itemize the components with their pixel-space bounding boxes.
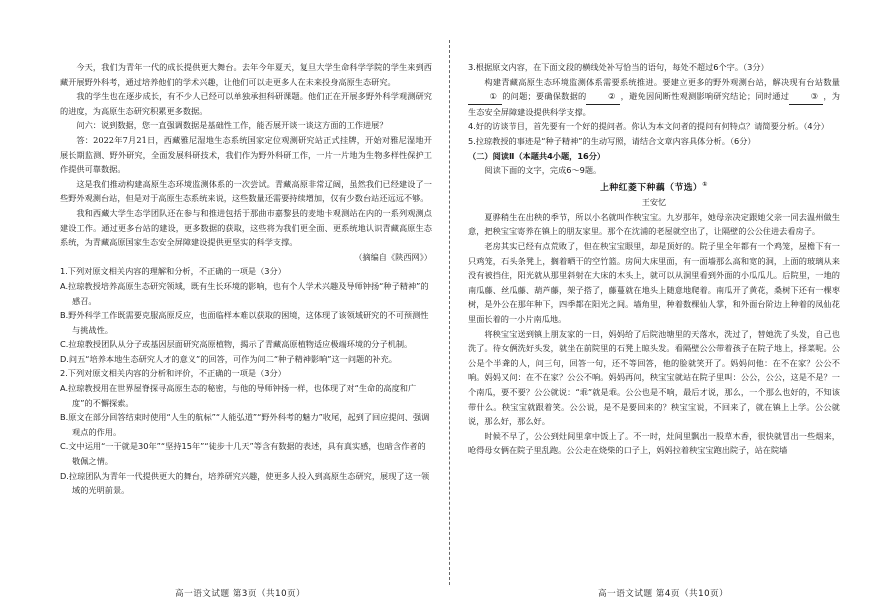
q2-option-c: C.文中运用“一干就是30年”“坚持15年”“徒步十几天”等含有数据的表述，具有真实感，也暗含作者的敬佩之情。 [60,441,426,467]
q2-option-a: A.拉琼教授用在世界屋脊探寻高原生态的秘密，与他的导师钟扬一样，也体现了对“生命的高度和广度”的不懈探索。 [60,383,417,408]
reading-instruction: 阅读下面的文字，完成6～9题。 [484,165,602,176]
question-3-stem: 3.根据原文内容，在下面文段的横线处补写恰当的语句，每处不超过6个字。（3分） [468,62,769,72]
story-paragraph: 夏骅稍生在出秧的季节，所以小名就叫作秧宝宝。九岁那年，她母亲决定跟她父亲一同去温州做生意，把秧宝宝寄养在镇上的朋友家里。那个在沈浦的老屋就空出了，让隔壁的公公住进去看房子。 [468,211,840,237]
q3-text: ，为生态安全屏障建设提供科学支撑。 [468,91,840,117]
q3-text: 的问题；要确保数据的 [502,91,587,102]
page-footer-left: 高一语文试题 第3页（共10页） [175,589,306,599]
article-author: 王安忆 [641,197,667,208]
q1-option-c: C.拉琼教授团队从分子或基因层面研究高原植物，揭示了青藏高原植物适应极端环境的分子机制。 [60,339,413,350]
article-footnote-mark: ① [702,180,708,188]
q3-blank-2[interactable]: ② [586,89,620,105]
question-3-body [468,75,840,120]
article-title-text: 上种红菱下种藕（节选） [600,182,703,193]
left-paragraph: 今天，我们为青年一代的成长提供更大舞台。去年今年夏天，复旦大学生命科学学院的学生来到西藏开展野外科考，通过培养他们的学术兴趣，让他们可以走更多人在未来投身高原生态研究。 [60,62,432,87]
left-paragraph: 我的学生也在逐步成长，有不少人已经可以单独承担科研课题。他们正在开展多野外科学观测研究的进度，为高原生态研究积累更多数据。 [60,91,432,116]
q3-text: ，避免因间断性观测影响研究结论；同时通过 [620,91,790,102]
right-page [468,60,840,458]
question-4: 4.好的访谈节目，首先要有一个好的提问者。你认为本文问者的提问有何特点？请简要分析。（4分） [468,121,829,132]
left-paragraph: 问六：说到数据，您一直强调数据是基础性工作，能否展开谈一谈这方面的工作进展？ [76,120,388,131]
story-paragraph: 老房其实已经有点荒败了，但在秧宝宝眼里，却是顶好的。院子里全年都有一个鸡笼，屋檐下有一只鸡笼，石头条凳上，搁着晒干的空竹篮。房间大床里面，有一面墙那么高和宽的洞，上面的玻璃从来没有被挡住，阳光就从那里斜射在大床的木头上，就可以从洞里看到外面的小瓜瓜儿。后院里，一地的南瓜藤、丝瓜藤、葫芦藤，架子搭了，藤蔓就在地头上随意地爬着。南瓜开了黄花，桑树下还有一棵枣树，是外公在那年种下，四季都在阳光之间。墙角里，种着数棵仙人掌，和外面台阶边上种着的凤仙花里面长着的一小片南瓜地。 [468,241,840,325]
q3-text: 构建青藏高原生态环境监测体系需要系统推进。要建立更多的野外观测台站，解决现有台站数量 [484,76,840,87]
article-source: （摘编自《陕西网》） [354,251,432,262]
q3-blank-1[interactable]: ① [468,89,502,105]
q1-option-b: B.野外科学工作既需要克服高原反应，也面临样本难以获取的困境，这体现了该领域研究的不可预测性与挑战性。 [60,310,429,335]
q1-option-d: D.问五“培养本地生态研究人才的意义”的回答，可作为问二“种子精神影响”这一问题的补充。 [60,353,397,364]
page-divider [449,40,450,585]
question-1-stem: 1.下列对原文相关内容的理解和分析，不正确的一项是（3分） [60,266,286,277]
left-paragraph: 我和西藏大学生态学团队还在参与和推进包括于那曲市嘉黎县的麦地卡观测站在内的一系列观测点建设工作。通过更多台站的建设，更多数据的获取，这些将为我们更全面、更系统地认识青藏高原生态系统，为青藏高原国家生态安全屏障建设提供更坚实的科学支撑。 [60,207,432,248]
question-2-stem: 2.下列对原文相关内容的分析和评价，不正确的一项是（3分） [60,368,286,379]
q1-option-a: A.拉琼教授培养高原生态研究领域，既有生长环境的影响，也有个人学术兴趣及导师钟扬“种子精神”的感召。 [60,280,429,306]
q3-blank-3[interactable]: ③ [789,89,823,105]
article-title [468,178,840,196]
question-5: 5.拉琼教授的事迹是“种子精神”的生动写照，请结合文章内容具体分析。（6分） [468,135,756,146]
page-footer-right: 高一语文试题 第4页（共10页） [598,589,729,599]
left-paragraph: 这是我们推动构建高原生态环境监测体系的一次尝试。青藏高原非常辽阔，虽然我们已经建设了一些野外观测台站，但是对于高原生态系统来说，这些数量还需要持续增加，仅有少数台站还远远不够。 [60,178,432,204]
section-title: （二）阅读Ⅱ（本题共4小题，16分） [468,150,606,161]
q2-option-d: D.拉琼团队为青年一代提供更大的舞台，培养研究兴趣，使更多人投入到高原生态研究，展现了这一领域的光明前景。 [60,470,430,496]
left-page [60,60,432,498]
left-paragraph: 答：2022年7月21日，西藏雅尼湿地生态系统国家定位观测研究站正式挂牌，开始对雅尼湿地开展长期监测、野外研究，全面发展科研技术，我们作为野外科研工作，一片一片地为生物多样性保护工作提供可靠数据。 [60,134,432,175]
story-paragraph: 将秧宝宝送到镇上朋友家的一日，妈妈给了后院池塘里的天落水，洗过了，替她洗了头发，自己也洗了。待女俩洗好头发，就坐在前院里的石凳上晾头发。看隔壁公公带着孩子在院子地上，择菜呢。公公是个半聋的人，问三句，回答一句，还不等回答，他的脸就笑开了。妈妈问他：在不在家？公公不响。妈妈又问：在不在家？公公不响。妈妈再问，秧宝宝就站在院子里叫：公公，公公，这是不是？一个南瓜，要不要？公公就说：“乖”就是乖。公公也是不响，最后才说，那么，一个那么也好的，不知该带什么。秧宝宝就跟着笑。公公说，是不是要回来的？秧宝宝说，不回来了，就在镇上上学。公公就说，那么好，那么好。 [468,328,840,427]
story-paragraph: 时候不早了，公公到灶间里拿中饭上了。不一时，灶间里飘出一股草木香，很快就冒出一些烟来，呛得母女俩在院子里乱跑。公公走在烧柴的口子上，妈妈拉着秧宝宝跑出院子，站在院墙 [468,430,840,456]
q2-option-b: B.原文在部分回答结束时使用“人生的航标”“人能弘道”“野外科考的魅力”收尾，起到了回应提问、强调观点的作用。 [60,412,430,437]
